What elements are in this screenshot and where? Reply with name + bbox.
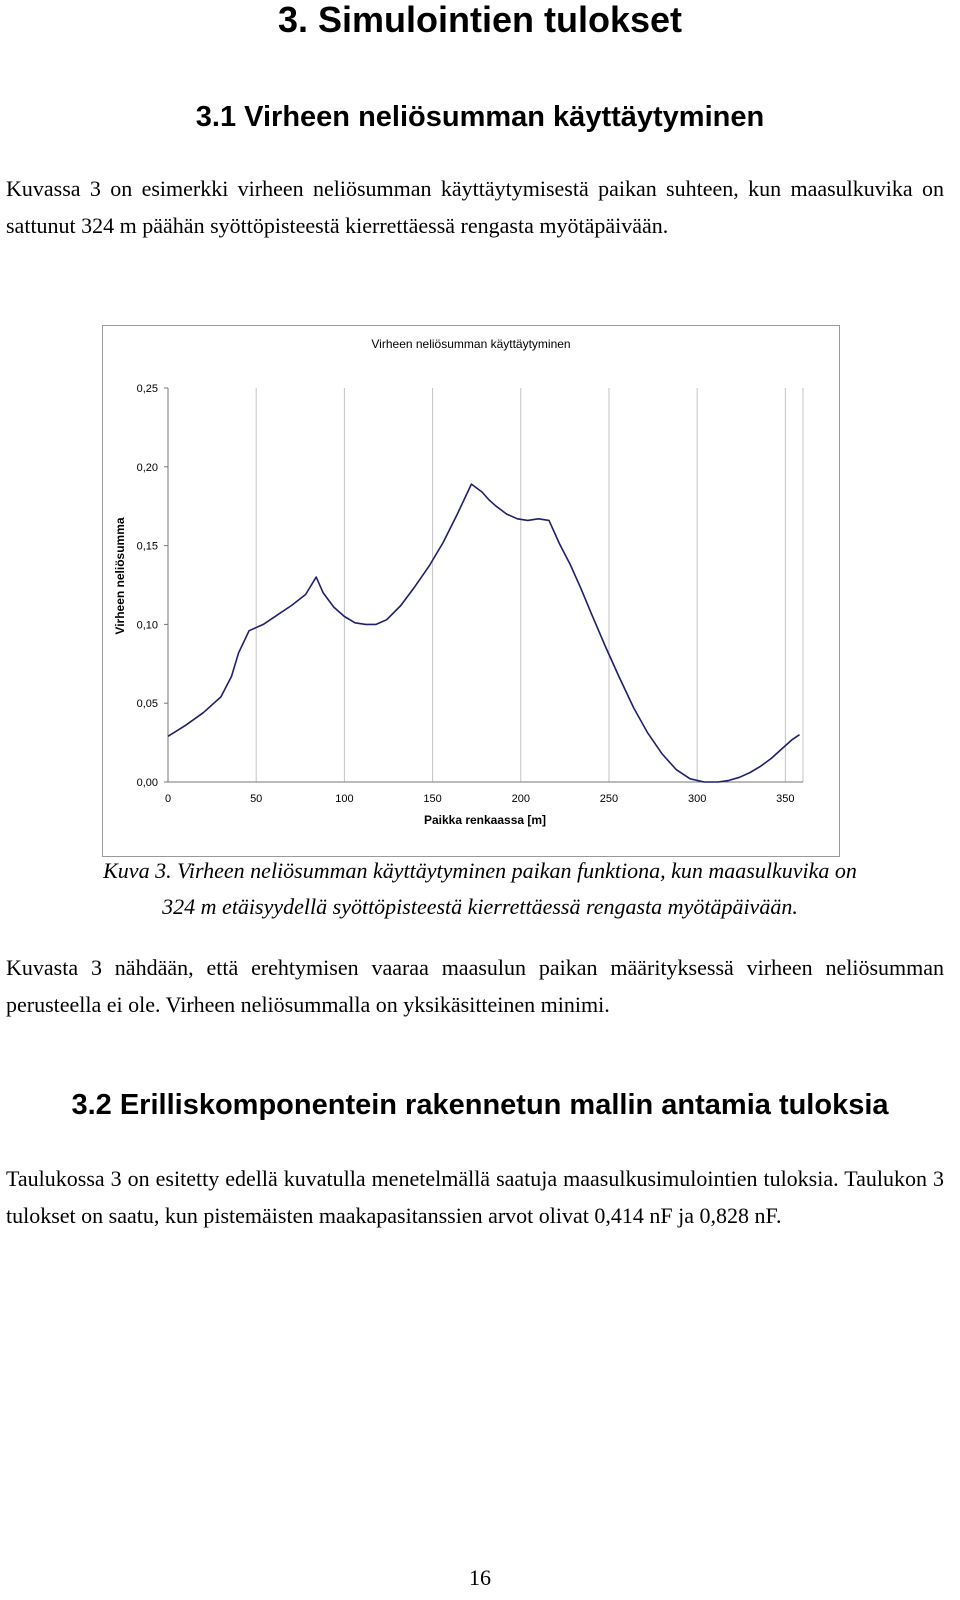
- y-tick-label: 0,20: [136, 461, 158, 474]
- y-tick-label: 0,25: [136, 383, 158, 395]
- x-tick-label: 300: [687, 793, 707, 805]
- x-tick-label: 0: [164, 793, 172, 805]
- error-sum-chart: [103, 326, 839, 856]
- intro-paragraph: Kuvassa 3 on esimerkki virheen neliösumman käyttäytymisestä paikan suhteen, kun maasulkuvika on sattunut 324 m päähän syöttöpisteestä kierrettäessä rengasta myötäpäivään.: [6, 176, 944, 238]
- section2-paragraph: Taulukossa 3 on esitetty edellä kuvatulla menetelmällä saatuja maasulkusimulointien tuloksia. Taulukon 3 tulokset on saatu, kun pistemäisten maakapasitanssien arvot olivat 0,414 nF ja 0,828 nF.: [6, 1166, 944, 1228]
- x-tick-label: 250: [599, 793, 619, 805]
- x-tick-label: 50: [250, 793, 263, 805]
- chart-tick-labels: [137, 383, 795, 805]
- chart-title: Virheen neliösumman käyttäytyminen: [371, 337, 571, 351]
- y-tick-label: 0,05: [136, 698, 158, 711]
- y-tick-label: 0,10: [136, 619, 158, 632]
- section-heading-3-2: 3.2 Erilliskomponentein rakennetun mallin antamia tuloksia: [71, 1089, 889, 1121]
- x-tick-label: 150: [423, 793, 442, 805]
- figure-caption-line-2: 324 m etäisyydellä syöttöpisteestä kierrettäessä rengasta myötäpäivään.: [162, 894, 798, 919]
- chart-frame: [102, 325, 840, 857]
- chart-x-axis-label: Paikka renkaassa [m]: [423, 813, 547, 827]
- discussion-paragraph: Kuvasta 3 nähdään, että erehtymisen vaaraa maasulun paikan määrityksessä virheen neliösumman perusteella ei ole. Virheen neliösummalla on yksikäsitteinen minimi.: [6, 955, 944, 1017]
- x-tick-label: 350: [776, 793, 795, 805]
- chart-y-axis-label: Virheen neliösumma: [113, 517, 127, 635]
- chart-axes: [164, 388, 803, 782]
- x-tick-label: 100: [335, 793, 354, 805]
- chapter-heading: 3. Simulointien tulokset: [277, 0, 683, 40]
- y-tick-label: 0,15: [136, 540, 158, 553]
- x-tick-label: 200: [511, 793, 530, 805]
- figure-caption-line-1: Kuva 3. Virheen neliösumman käyttäytyminen paikan funktiona, kun maasulkuvika on: [103, 858, 857, 883]
- chart-series: [168, 484, 800, 782]
- y-tick-label: 0,00: [136, 777, 158, 789]
- section-heading-3-1: 3.1 Virheen neliösumman käyttäytyminen: [195, 101, 765, 133]
- page-number: 16: [469, 1565, 491, 1590]
- series-line: [168, 484, 800, 782]
- chart-grid: [256, 388, 803, 782]
